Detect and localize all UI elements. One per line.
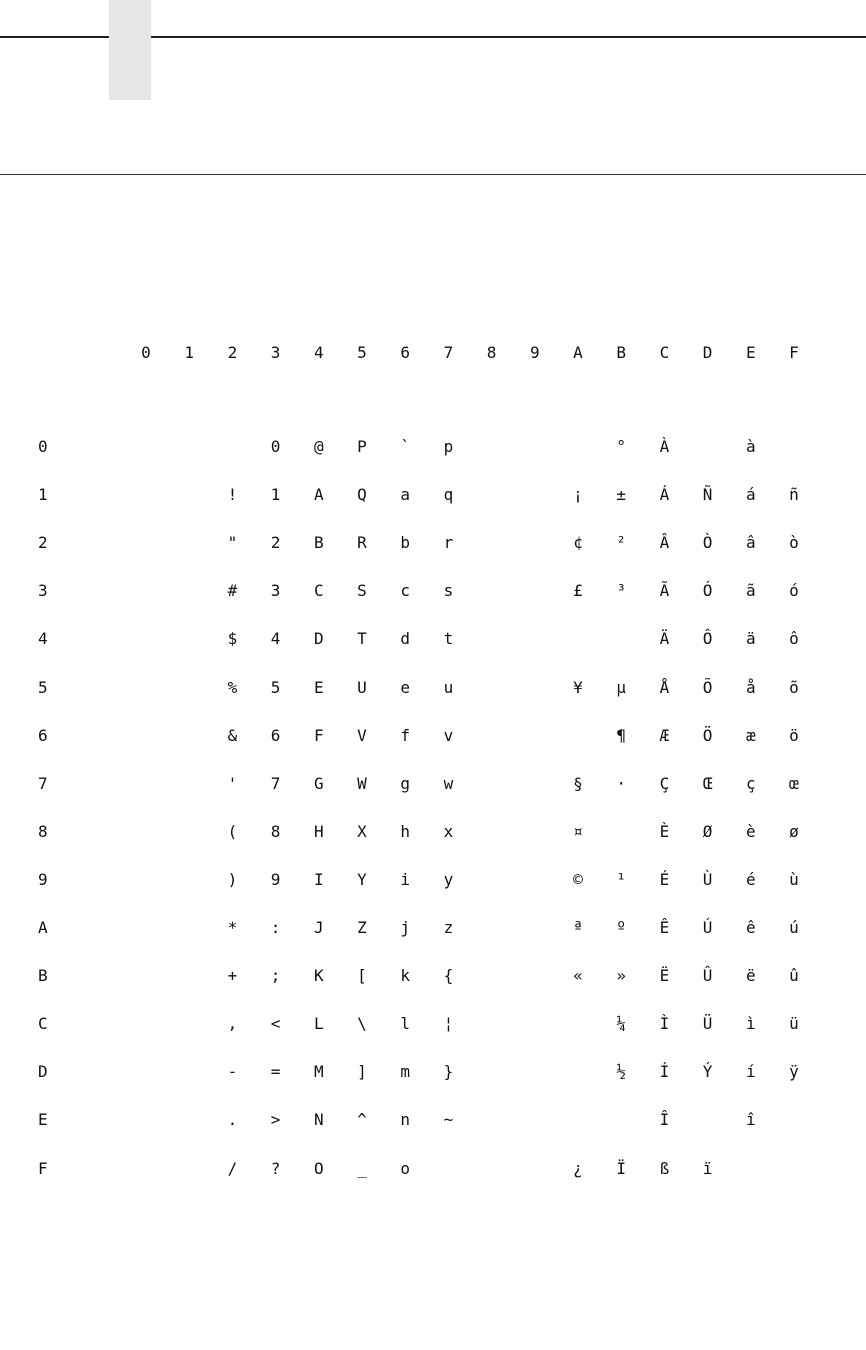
- table-cell: Í: [659, 1062, 670, 1082]
- table-cell: $: [227, 629, 238, 649]
- table-cell: ^: [357, 1110, 367, 1130]
- table-cell: Ñ: [702, 485, 713, 505]
- table-cell: œ: [789, 773, 799, 793]
- table-cell: 4: [270, 629, 281, 649]
- table-cell: Æ: [659, 725, 670, 745]
- table-cell: .: [227, 1110, 238, 1130]
- column-header: 3: [270, 343, 281, 362]
- table-cell: ö: [789, 725, 799, 745]
- table-cell: É: [659, 869, 670, 889]
- table-cell: X: [357, 821, 367, 841]
- table-cell: +: [227, 966, 238, 986]
- table-cell: »: [616, 966, 626, 986]
- row-header: 7: [38, 773, 48, 793]
- table-cell: U: [357, 677, 367, 697]
- table-cell: ¦: [443, 1014, 454, 1034]
- table-cell: ñ: [789, 485, 799, 505]
- table-cell: Œ: [702, 773, 713, 793]
- row-header: E: [38, 1110, 48, 1130]
- table-cell: k: [400, 966, 410, 986]
- table-cell: Á: [659, 485, 670, 505]
- column-header: B: [616, 343, 626, 362]
- table-cell: ç: [745, 773, 756, 793]
- table-cell: u: [443, 677, 454, 697]
- table-cell: ²: [616, 533, 626, 553]
- table-cell: ú: [789, 918, 799, 937]
- table-cell: s: [443, 581, 454, 601]
- table-cell: ª: [573, 918, 583, 937]
- table-cell: }: [443, 1062, 454, 1082]
- header-rule-left: [0, 36, 109, 38]
- table-cell: 9: [270, 869, 281, 889]
- table-cell: Ü: [702, 1014, 713, 1034]
- table-cell: O: [313, 1158, 324, 1178]
- table-cell: Å: [659, 677, 670, 697]
- table-cell: ¹: [616, 869, 626, 889]
- table-cell: *: [227, 918, 238, 937]
- table-cell: b: [400, 533, 410, 553]
- table-cell: º: [616, 918, 626, 937]
- table-cell: ê: [745, 918, 756, 937]
- table-cell: !: [227, 485, 238, 505]
- table-cell: j: [400, 918, 410, 937]
- table-cell: Ò: [702, 533, 713, 553]
- table-cell: û: [789, 966, 799, 986]
- table-cell: 8: [270, 821, 281, 841]
- table-cell: ä: [745, 629, 756, 649]
- table-cell: c: [400, 581, 410, 601]
- table-cell: m: [400, 1062, 410, 1082]
- table-cell: 0: [270, 437, 281, 456]
- row-header: 9: [38, 869, 48, 889]
- table-cell: Ú: [702, 918, 713, 937]
- table-cell: E: [313, 677, 324, 697]
- table-cell: Q: [357, 485, 367, 505]
- table-cell: ü: [789, 1014, 799, 1034]
- table-cell: Ô: [702, 629, 713, 649]
- column-header: 5: [357, 343, 367, 362]
- table-cell: v: [443, 725, 454, 745]
- table-cell: 6: [270, 725, 281, 745]
- table-cell: Õ: [702, 677, 713, 697]
- table-cell: B: [313, 533, 324, 553]
- column-header: 0: [141, 343, 151, 362]
- table-cell: ?: [270, 1158, 281, 1178]
- table-cell: z: [443, 918, 454, 937]
- table-cell: n: [400, 1110, 410, 1130]
- table-cell: t: [443, 629, 454, 649]
- table-cell: À: [659, 437, 670, 456]
- table-cell: f: [400, 725, 410, 745]
- table-cell: e: [400, 677, 410, 697]
- column-header: 6: [400, 343, 410, 362]
- table-cell: ¡: [573, 485, 583, 505]
- table-cell: F: [313, 725, 324, 745]
- table-cell: µ: [616, 677, 626, 697]
- table-cell: ¼: [616, 1014, 626, 1034]
- table-cell: È: [659, 821, 670, 841]
- table-cell: <: [270, 1014, 281, 1034]
- table-cell: 7: [270, 773, 281, 793]
- table-cell: p: [443, 437, 454, 456]
- table-cell: 5: [270, 677, 281, 697]
- table-cell: Ì: [659, 1014, 670, 1034]
- table-cell: ": [227, 533, 238, 553]
- table-cell: `: [400, 437, 410, 456]
- table-cell: /: [227, 1158, 238, 1178]
- table-cell: ·: [616, 773, 626, 793]
- table-cell: â: [745, 533, 756, 553]
- column-header: 7: [443, 343, 454, 362]
- table-cell: D: [313, 629, 324, 649]
- column-header: 2: [227, 343, 238, 362]
- table-cell: ã: [745, 581, 756, 601]
- table-cell: r: [443, 533, 454, 553]
- table-cell: :: [270, 918, 281, 937]
- column-header: 1: [184, 343, 194, 362]
- table-cell: w: [443, 773, 454, 793]
- table-cell: g: [400, 773, 410, 793]
- table-cell: S: [357, 581, 367, 601]
- table-cell: =: [270, 1062, 281, 1082]
- table-cell: ,: [227, 1014, 238, 1034]
- row-header: 8: [38, 821, 48, 841]
- table-cell: ): [227, 869, 238, 889]
- table-cell: ß: [659, 1158, 670, 1178]
- table-cell: \: [357, 1014, 367, 1034]
- table-cell: Ö: [702, 725, 713, 745]
- table-cell: #: [227, 581, 238, 601]
- row-header: 5: [38, 677, 48, 697]
- table-cell: M: [313, 1062, 324, 1082]
- column-header: F: [789, 343, 799, 362]
- column-header: A: [573, 343, 583, 362]
- table-cell: ¥: [573, 677, 583, 697]
- table-cell: 2: [270, 533, 281, 553]
- table-cell: y: [443, 869, 454, 889]
- row-header: D: [38, 1062, 48, 1082]
- table-cell: C: [313, 581, 324, 601]
- table-cell: æ: [745, 725, 756, 745]
- table-cell: (: [227, 821, 238, 841]
- table-cell: ë: [745, 966, 756, 986]
- row-header: B: [38, 966, 48, 986]
- table-cell: ï: [702, 1158, 713, 1178]
- table-cell: A: [313, 485, 324, 505]
- table-cell: ø: [789, 821, 799, 841]
- table-cell: 1: [270, 485, 281, 505]
- table-cell: ½: [616, 1062, 626, 1082]
- row-header: C: [38, 1014, 48, 1034]
- header-rule-right: [151, 36, 866, 38]
- table-cell: Û: [702, 966, 713, 986]
- table-cell: Ó: [702, 581, 713, 601]
- table-cell: _: [357, 1158, 367, 1178]
- table-cell: L: [313, 1014, 324, 1034]
- row-header: A: [38, 918, 48, 937]
- table-cell: ¶: [616, 725, 626, 745]
- table-cell: î: [745, 1110, 756, 1130]
- table-cell: J: [313, 918, 324, 937]
- table-cell: å: [745, 677, 756, 697]
- page-tab-marker: [109, 0, 151, 100]
- table-cell: Ä: [659, 629, 670, 649]
- table-cell: Y: [357, 869, 367, 889]
- row-header: 1: [38, 485, 48, 505]
- table-cell: ¿: [573, 1158, 583, 1178]
- table-cell: h: [400, 821, 410, 841]
- table-cell: °: [616, 437, 626, 456]
- row-header: 4: [38, 629, 48, 649]
- table-cell: Î: [659, 1110, 670, 1130]
- table-cell: &: [227, 725, 238, 745]
- table-cell: §: [573, 773, 583, 793]
- table-cell: à: [745, 437, 756, 456]
- table-cell: ;: [270, 966, 281, 986]
- table-cell: {: [443, 966, 454, 986]
- column-header: C: [659, 343, 670, 362]
- table-cell: K: [313, 966, 324, 986]
- table-cell: é: [745, 869, 756, 889]
- table-cell: ~: [443, 1110, 454, 1130]
- table-cell: 3: [270, 581, 281, 601]
- column-header: D: [702, 343, 713, 362]
- column-header: E: [745, 343, 756, 362]
- table-cell: Ë: [659, 966, 670, 986]
- table-cell: í: [745, 1062, 756, 1082]
- table-cell: q: [443, 485, 454, 505]
- table-cell: õ: [789, 677, 799, 697]
- table-cell: W: [357, 773, 367, 793]
- table-cell: N: [313, 1110, 324, 1130]
- table-cell: H: [313, 821, 324, 841]
- table-cell: T: [357, 629, 367, 649]
- table-cell: >: [270, 1110, 281, 1130]
- table-cell: Ã: [659, 581, 670, 601]
- table-cell: ì: [745, 1014, 756, 1034]
- row-header: 6: [38, 725, 48, 745]
- table-cell: x: [443, 821, 454, 841]
- row-header: 0: [38, 437, 48, 456]
- table-cell: «: [573, 966, 583, 986]
- table-cell: Â: [659, 533, 670, 553]
- table-cell: ¤: [573, 821, 583, 841]
- table-cell: ±: [616, 485, 626, 505]
- table-cell: G: [313, 773, 324, 793]
- table-cell: l: [400, 1014, 410, 1034]
- table-cell: V: [357, 725, 367, 745]
- column-header: 4: [313, 343, 324, 362]
- table-cell: Ç: [659, 773, 670, 793]
- table-cell: Ø: [702, 821, 713, 841]
- table-cell: %: [227, 677, 238, 697]
- row-header: 3: [38, 581, 48, 601]
- table-cell: á: [745, 485, 756, 505]
- table-cell: I: [313, 869, 324, 889]
- table-cell: Z: [357, 918, 367, 937]
- column-header: 8: [486, 343, 497, 362]
- table-cell: Ê: [659, 918, 670, 937]
- column-header: 9: [529, 343, 540, 362]
- table-cell: d: [400, 629, 410, 649]
- table-cell: i: [400, 869, 410, 889]
- table-cell: ó: [789, 581, 799, 601]
- table-cell: P: [357, 437, 367, 456]
- table-cell: Ý: [702, 1062, 713, 1082]
- table-cell: ò: [789, 533, 799, 553]
- table-cell: ³: [616, 581, 626, 601]
- table-cell: R: [357, 533, 367, 553]
- table-cell: ': [227, 773, 238, 793]
- table-cell: ô: [789, 629, 799, 649]
- table-cell: ]: [357, 1062, 367, 1082]
- row-header: F: [38, 1158, 48, 1178]
- table-cell: ¢: [573, 533, 583, 553]
- table-cell: -: [227, 1062, 238, 1082]
- table-cell: è: [745, 821, 756, 841]
- table-cell: £: [573, 581, 583, 601]
- table-cell: [: [357, 966, 367, 986]
- table-cell: o: [400, 1158, 410, 1178]
- table-cell: Ï: [616, 1158, 626, 1178]
- section-divider: [0, 174, 866, 175]
- table-cell: Ù: [702, 869, 713, 889]
- table-cell: a: [400, 485, 410, 505]
- table-cell: ÿ: [789, 1062, 799, 1082]
- table-cell: ù: [789, 869, 799, 889]
- table-cell: ©: [573, 869, 583, 889]
- row-header: 2: [38, 533, 48, 553]
- table-cell: @: [313, 437, 324, 456]
